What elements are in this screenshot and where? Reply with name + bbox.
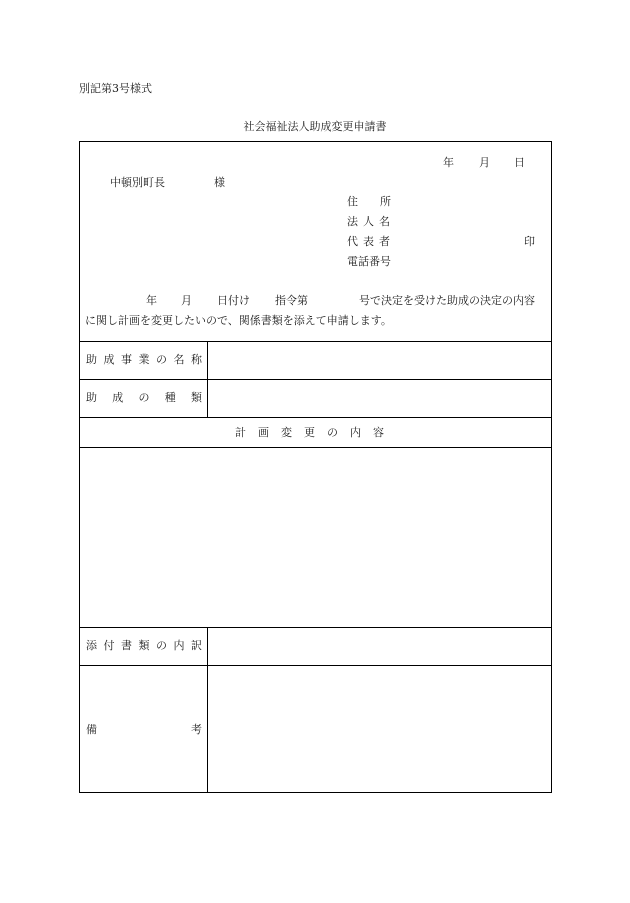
- representative-label: 代表者: [347, 235, 395, 248]
- body-year: 年: [146, 294, 157, 307]
- project-name-label: 助成事業の名称: [86, 353, 202, 366]
- application-form: [79, 141, 552, 793]
- attachments-field[interactable]: [208, 628, 551, 665]
- body-line1-rest: 号で決定を受けた助成の決定の内容: [359, 294, 535, 307]
- body-dated: 日付け: [217, 294, 250, 307]
- body-line2: に関し計画を変更したいので、関係書類を添えて申請します。: [85, 314, 392, 327]
- divider: [80, 417, 551, 418]
- body-month: 月: [181, 294, 192, 307]
- remarks-field[interactable]: [208, 666, 551, 792]
- project-name-field[interactable]: [208, 342, 551, 379]
- address-label: 住所: [347, 195, 413, 208]
- remarks-label-left: 備: [86, 723, 97, 736]
- body-order-no: 指令第: [275, 294, 308, 307]
- remarks-label-right: 考: [191, 723, 202, 736]
- attachments-label: 添付書類の内訳: [86, 639, 202, 652]
- change-details-label: 計画変更の内容: [235, 426, 396, 439]
- date-month: 月: [479, 156, 490, 169]
- form-title: 社会福祉法人助成変更申請書: [243, 120, 387, 133]
- seal-mark: 印: [524, 235, 535, 248]
- grant-type-label: 助成の種類: [86, 391, 202, 404]
- phone-label: 電話番号: [347, 255, 391, 268]
- date-day: 日: [514, 156, 525, 169]
- date-year: 年: [443, 156, 454, 169]
- grant-type-field[interactable]: [208, 380, 551, 417]
- form-code: 別記第3号様式: [79, 82, 152, 95]
- change-details-field[interactable]: [80, 448, 551, 627]
- addressee-name: 中頓別町長: [110, 176, 165, 189]
- addressee-honorific: 様: [214, 176, 225, 189]
- corp-name-label: 法人名: [347, 215, 395, 228]
